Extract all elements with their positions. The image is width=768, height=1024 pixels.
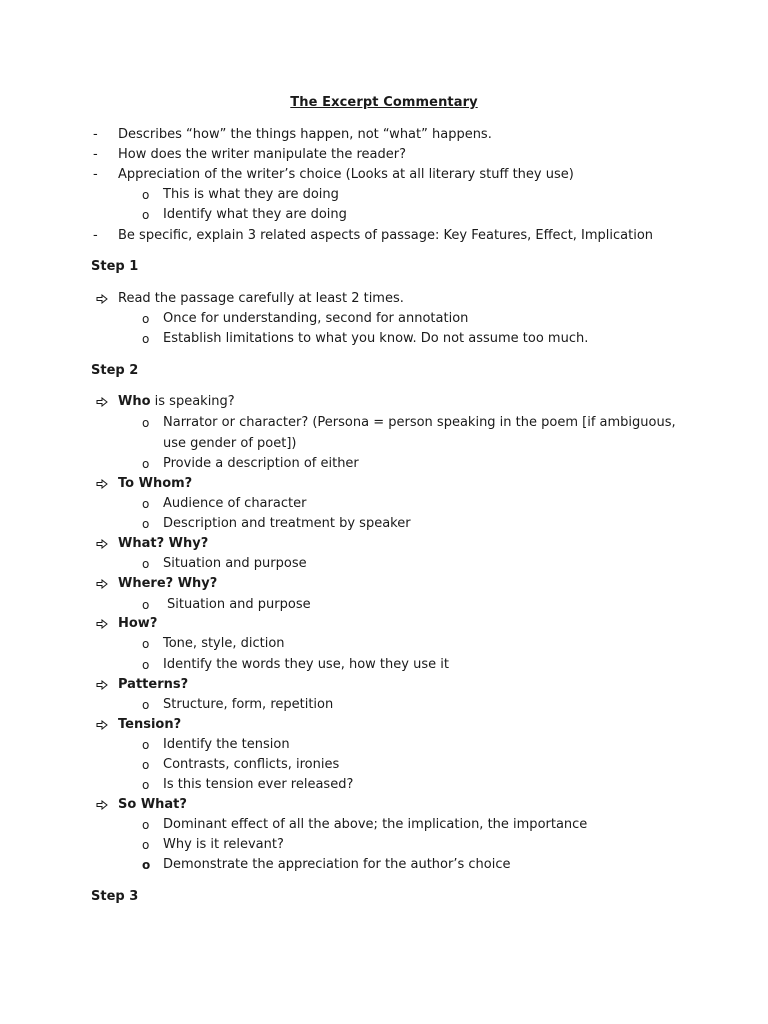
step-2-subitem-text: Contrasts, conflicts, ironies <box>163 757 340 772</box>
step-1-subitem-text: Once for understanding, second for annotation <box>163 311 469 326</box>
step-2-heading: Step 2 <box>91 363 139 378</box>
arrow-right-icon <box>96 535 110 553</box>
step-2-subitem-text: use gender of poet]) <box>163 436 297 451</box>
dash-bullet: - <box>93 147 98 162</box>
circle-bullet: o <box>142 416 150 430</box>
step-2-item-text: Patterns? <box>118 677 189 692</box>
step-2-subitem-text: Narrator or character? (Persona = person speaking in the poem [if ambiguous, <box>163 415 676 430</box>
step-2-subitem-text: Audience of character <box>163 496 307 511</box>
step-2-subitem-text: Dominant effect of all the above; the implication, the importance <box>163 817 588 832</box>
step-2-item-text: So What? <box>118 797 187 812</box>
step-3-heading: Step 3 <box>91 889 139 904</box>
step-2-subitem-text: Structure, form, repetition <box>163 697 334 712</box>
circle-bullet: o <box>142 188 150 202</box>
circle-bullet: o <box>142 637 150 651</box>
step-2-item-text: What? Why? <box>118 536 209 551</box>
circle-bullet: o <box>142 758 150 772</box>
circle-bullet: o <box>142 838 150 852</box>
circle-bullet: o <box>142 332 150 346</box>
step-2-subitem-text: Description and treatment by speaker <box>163 516 411 531</box>
arrow-right-icon <box>96 716 110 734</box>
step-2-subitem-text: Tone, style, diction <box>163 636 285 651</box>
circle-bullet: o <box>142 738 150 752</box>
step-2-item-text: To Whom? <box>118 476 193 491</box>
circle-bullet: o <box>142 517 150 531</box>
step-2-item-text: Tension? <box>118 717 182 732</box>
step-2-item-text: Where? Why? <box>118 576 218 591</box>
step-2-item-text <box>118 393 235 411</box>
step-2-subitem-text: Why is it relevant? <box>163 837 284 852</box>
intro-subitem-text: Identify what they are doing <box>163 207 347 222</box>
circle-bullet: o <box>142 858 151 872</box>
intro-item-text: Appreciation of the writer’s choice (Looks at all literary stuff they use) <box>118 167 574 182</box>
circle-bullet: o <box>142 557 150 571</box>
circle-bullet: o <box>142 778 150 792</box>
step-2-subitem-text: Identify the tension <box>163 737 290 752</box>
arrow-right-icon <box>96 290 110 308</box>
intro-item-text: How does the writer manipulate the reader? <box>118 147 406 162</box>
circle-bullet: o <box>142 457 150 471</box>
dash-bullet: - <box>93 127 98 142</box>
who-rest-label: is speaking? <box>150 394 235 409</box>
step-2-subitem-text: Demonstrate the appreciation for the author’s choice <box>163 857 511 872</box>
circle-bullet: o <box>142 312 150 326</box>
intro-item-text: Be specific, explain 3 related aspects of passage: Key Features, Effect, Implication <box>118 228 654 243</box>
step-1-item-text: Read the passage carefully at least 2 times. <box>118 291 404 306</box>
circle-bullet: o <box>142 658 150 672</box>
who-bold-label: Who <box>118 394 151 409</box>
step-2-subitem-text: Situation and purpose <box>163 556 307 571</box>
step-2-subitem-text: Provide a description of either <box>163 456 359 471</box>
arrow-right-icon <box>96 615 110 633</box>
intro-subitem-text: This is what they are doing <box>163 187 339 202</box>
arrow-right-icon <box>96 796 110 814</box>
circle-bullet: o <box>142 208 150 222</box>
step-1-heading: Step 1 <box>91 259 139 274</box>
arrow-right-icon <box>96 475 110 493</box>
arrow-right-icon <box>96 575 110 593</box>
step-2-item-text: How? <box>118 616 158 631</box>
circle-bullet: o <box>142 598 150 612</box>
step-1-subitem-text: Establish limitations to what you know. Do not assume too much. <box>163 331 589 346</box>
arrow-right-icon <box>96 676 110 694</box>
step-2-subitem-text: Situation and purpose <box>167 597 311 612</box>
document-title: The Excerpt Commentary <box>290 95 478 110</box>
circle-bullet: o <box>142 818 150 832</box>
dash-bullet: - <box>93 167 98 182</box>
step-2-subitem-text: Is this tension ever released? <box>163 777 354 792</box>
dash-bullet: - <box>93 228 98 243</box>
step-2-subitem-text: Identify the words they use, how they use it <box>163 657 449 672</box>
circle-bullet: o <box>142 698 150 712</box>
intro-item-text: Describes “how” the things happen, not “what” happens. <box>118 127 492 142</box>
arrow-right-icon <box>96 393 110 411</box>
circle-bullet: o <box>142 497 150 511</box>
